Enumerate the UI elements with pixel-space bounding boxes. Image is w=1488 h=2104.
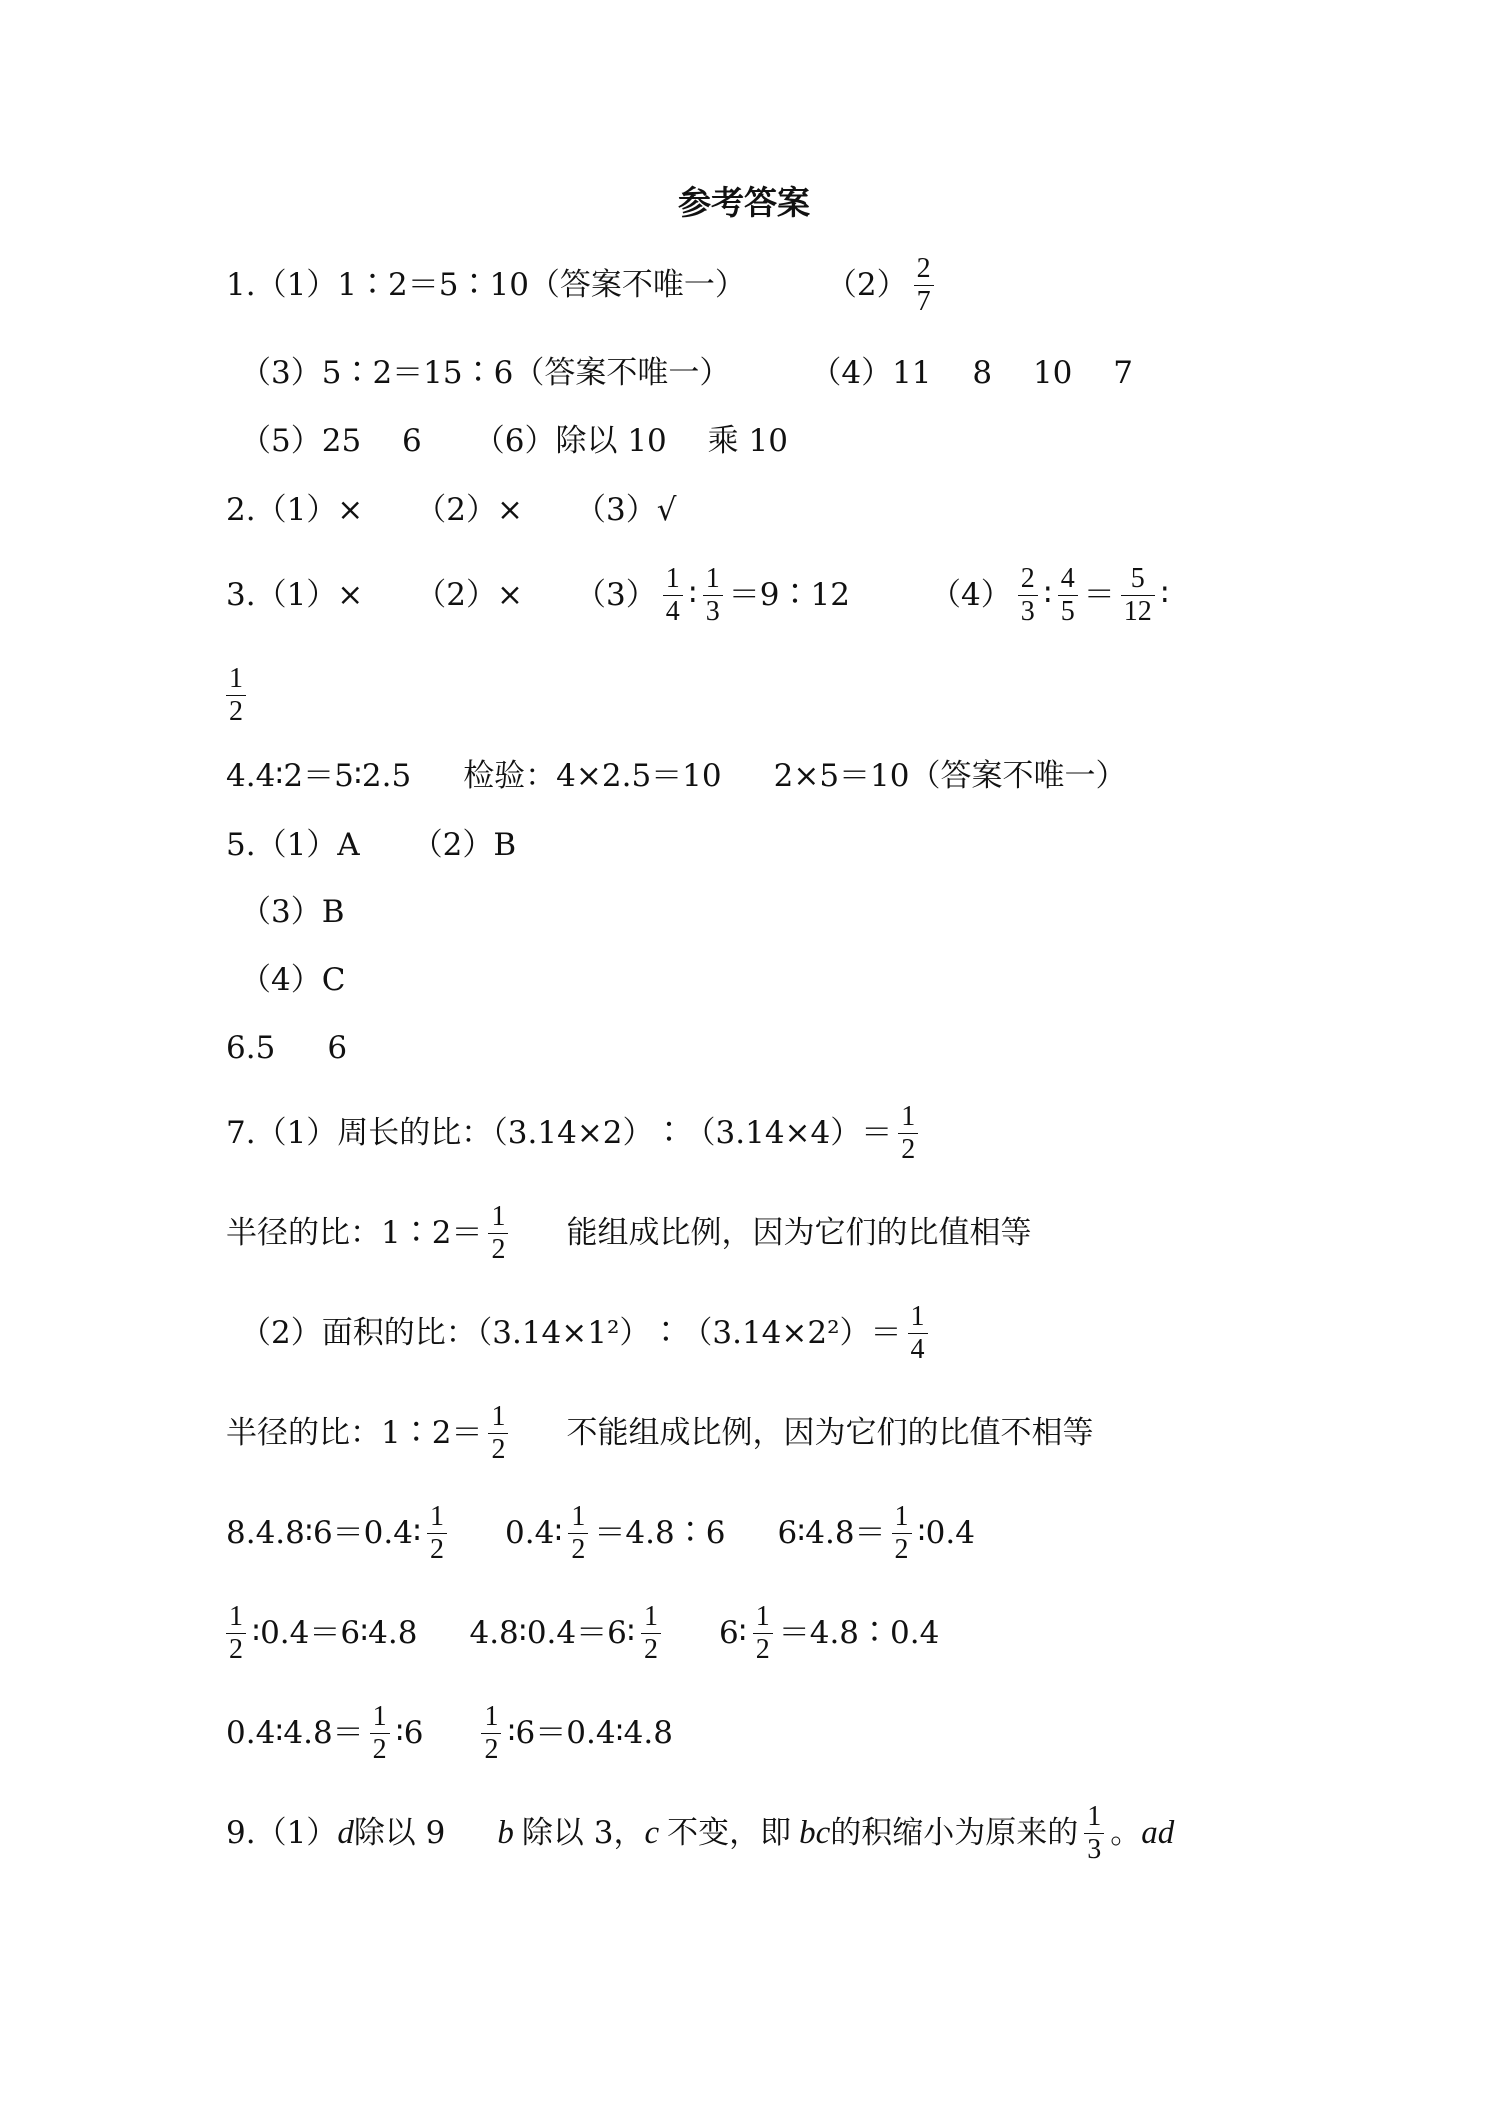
answer-7-conclusion-1: 能组成比例，因为它们的比值相等 xyxy=(566,1215,1032,1251)
answer-7-area-ratio: （2）面积的比：（3.14×1²）∶（3.14×2²）＝ xyxy=(240,1315,902,1351)
answer-1-part-4: （4）11 8 10 7 xyxy=(810,355,1133,391)
variable-c: c xyxy=(644,1815,660,1851)
fraction: $\frac{1}{3}$ xyxy=(1084,1801,1104,1866)
fraction: $\frac{2}{3}$ xyxy=(1018,563,1038,628)
fraction: $\frac{1}{2}$ xyxy=(753,1601,773,1666)
fraction: $\frac{1}{4}$ xyxy=(908,1301,928,1366)
answer-3-part-2: （2）× xyxy=(415,577,523,613)
answer-3-part-3-prefix: （3） xyxy=(574,577,657,613)
answer-1-part-1: 1.（1）1∶2＝5∶10（答案不唯一） xyxy=(226,267,746,303)
answer-9-line-1: 9.（1） d 除以 9 b 除以 3， c 不变，即 bc 的积缩小为原来的 $\frac{1}{3}$ 。 ad xyxy=(226,1800,1175,1865)
answer-2-part-2: （2）× xyxy=(415,492,523,528)
answer-3-part-4-prefix: （4） xyxy=(929,577,1012,613)
variable-d: d xyxy=(337,1815,354,1851)
answer-8-line-3: 0.4∶4.8＝ $\frac{1}{2}$ ∶6 $\frac{1}{2}$ ∶6＝0.4∶4.8 xyxy=(226,1700,673,1765)
answer-2-part-3: （3）√ xyxy=(574,492,677,528)
answer-1-part-5: （5）25 6 xyxy=(240,423,422,459)
answer-7-line-2 xyxy=(226,1193,1366,1273)
answer-8-line-2: $\frac{1}{2}$ ∶0.4＝6∶4.8 4.8∶0.4＝6∶ $\frac{1}{2}$ 6∶ $\frac{1}{2}$ ＝4.8∶0.4 xyxy=(226,1593,1366,1673)
fraction: $\frac{1}{2}$ xyxy=(488,1401,508,1466)
variable-ad: ad xyxy=(1141,1815,1175,1851)
answer-1-part-3: （3）5∶2＝15∶6（答案不唯一） xyxy=(240,355,731,391)
fraction: $\frac{1}{2}$ xyxy=(898,1101,918,1166)
page-title: 参考答案 xyxy=(678,183,810,222)
fraction: $\frac{1}{2}$ xyxy=(488,1201,508,1266)
answer-2-line xyxy=(226,470,1366,550)
variable-b: b xyxy=(497,1815,514,1851)
answer-1-part-6: （6）除以 10 乘 10 xyxy=(473,423,788,459)
answer-7-line-3 xyxy=(240,1293,1380,1373)
answer-3-line-1: 3.（1）× （2）× （3） $\frac{1}{4}$ ∶ $\frac{1}{3}$ ＝9∶12 （4） $\frac{2}{3}$ ∶ $\frac{4}{5}$ ＝ $\frac{5}{12}$ ∶ xyxy=(226,562,1169,627)
answer-4-check: 检验：4×2.5＝10 xyxy=(463,758,722,794)
answer-7-line-1 xyxy=(226,1093,1366,1173)
answer-5-part-4: （4）C xyxy=(240,962,346,998)
fraction: $\frac{1}{2}$ xyxy=(892,1501,912,1566)
answer-7-line-4 xyxy=(226,1393,1366,1473)
answer-7-radius-ratio-2: 半径的比：1∶2＝ xyxy=(226,1415,483,1451)
fraction: $\frac{1}{2}$ xyxy=(226,663,246,728)
answer-5-part-3: （3）B xyxy=(240,894,345,930)
answer-7-conclusion-2: 不能组成比例，因为它们的比值不相等 xyxy=(566,1415,1094,1451)
answer-5-part-2: （2）B xyxy=(411,827,517,863)
fraction: $\frac{1}{3}$ xyxy=(703,563,723,628)
answer-4-check-2: 2×5＝10（答案不唯一） xyxy=(773,758,1127,794)
fraction: $\frac{5}{12}$ xyxy=(1121,563,1155,628)
answer-6-line xyxy=(226,1008,1366,1088)
answer-6-part-1: 6.5 xyxy=(226,1030,276,1066)
fraction: $\frac{1}{2}$ xyxy=(481,1701,501,1766)
fraction: $\frac{1}{2}$ xyxy=(226,1601,246,1666)
fraction: $\frac{2}{7}$ xyxy=(914,253,934,318)
answer-5-part-1: 5.（1）A xyxy=(226,827,360,863)
answer-2-part-1: 2.（1）× xyxy=(226,492,364,528)
answer-1-part-2-prefix: （2） xyxy=(825,267,908,303)
fraction: $\frac{4}{5}$ xyxy=(1058,563,1078,628)
fraction: $\frac{1}{2}$ xyxy=(370,1701,390,1766)
answer-7-perimeter-ratio: 7.（1）周长的比：（3.14×2）∶（3.14×4）＝ xyxy=(226,1115,893,1151)
answer-3-part-1: 3.（1）× xyxy=(226,577,364,613)
fraction: $\frac{1}{2}$ xyxy=(568,1501,588,1566)
answer-4-ratio: 4.4∶2＝5∶2.5 xyxy=(226,758,412,794)
answer-7-radius-ratio: 半径的比：1∶2＝ xyxy=(226,1215,483,1251)
fraction: $\frac{1}{4}$ xyxy=(663,563,683,628)
answer-1-line-1 xyxy=(226,245,1366,325)
fraction: $\frac{1}{2}$ xyxy=(641,1601,661,1666)
fraction: $\frac{1}{2}$ xyxy=(427,1501,447,1566)
answer-3-line-2 xyxy=(226,655,1366,735)
variable-bc: bc xyxy=(799,1815,831,1851)
answer-8-line-1: 8.4.8∶6＝0.4∶ $\frac{1}{2}$ 0.4∶ $\frac{1}{2}$ ＝4.8∶6 6∶4.8＝ $\frac{1}{2}$ ∶0.4 xyxy=(226,1500,975,1565)
answer-1-line-3 xyxy=(240,401,1380,481)
answer-4-line xyxy=(226,736,1366,816)
answer-6-part-2: 6 xyxy=(327,1030,348,1066)
